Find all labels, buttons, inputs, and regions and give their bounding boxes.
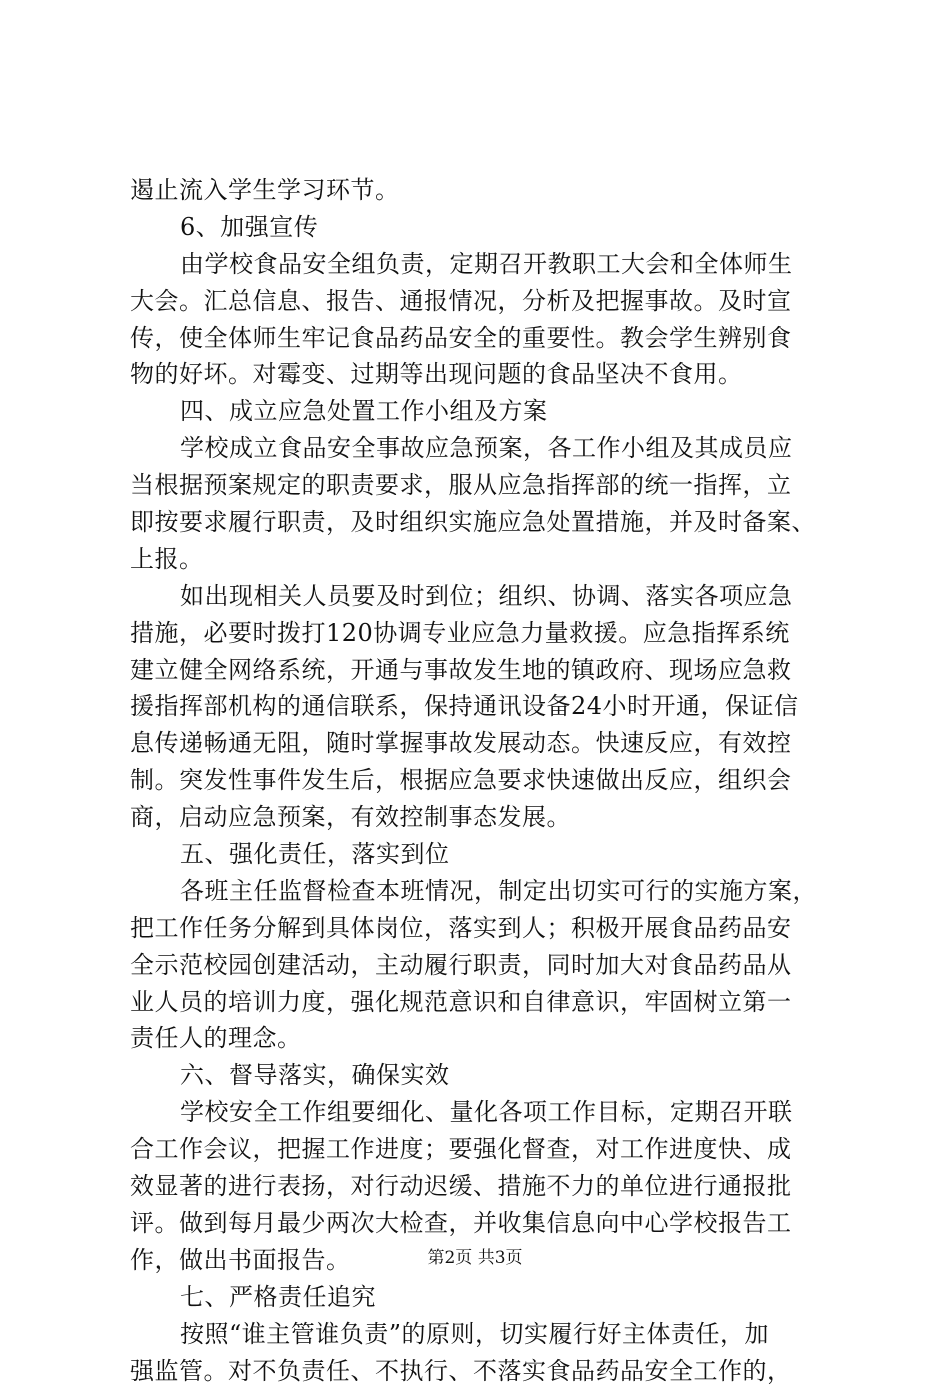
- text-line: 五、强化责任，落实到位: [130, 836, 850, 873]
- text-line: 遏止流入学生学习环节。: [130, 172, 850, 209]
- text-line: 传，使全体师生牢记食品药品安全的重要性。教会学生辨别食: [130, 320, 850, 357]
- text-line: 息传递畅通无阻，随时掌握事故发展动态。快速反应，有效控: [130, 725, 850, 762]
- text-line: 物的好坏。对霉变、过期等出现问题的食品坚决不食用。: [130, 356, 850, 393]
- page-footer: 第2页 共3页: [0, 1243, 950, 1268]
- text-line: 业人员的培训力度，强化规范意识和自律意识，牢固树立第一: [130, 984, 850, 1021]
- text-line: 上报。: [130, 541, 850, 578]
- text-line: 如出现相关人员要及时到位；组织、协调、落实各项应急: [130, 578, 850, 615]
- text-line: 责任人的理念。: [130, 1020, 850, 1057]
- text-line: 即按要求履行职责，及时组织实施应急处置措施，并及时备案、: [130, 504, 850, 541]
- text-line: 把工作任务分解到具体岗位，落实到人；积极开展食品药品安: [130, 910, 850, 947]
- text-line: 各班主任监督检查本班情况，制定出切实可行的实施方案，: [130, 873, 850, 910]
- text-line: 按照“谁主管谁负责”的原则，切实履行好主体责任，加: [130, 1316, 850, 1353]
- text-line: 学校安全工作组要细化、量化各项工作目标，定期召开联: [130, 1094, 850, 1131]
- text-line: 6、加强宣传: [130, 209, 850, 246]
- text-line: 当根据预案规定的职责要求，服从应急指挥部的统一指挥，立: [130, 467, 850, 504]
- text-line: 援指挥部机构的通信联系，保持通讯设备24小时开通，保证信: [130, 688, 850, 725]
- text-line: 四、成立应急处置工作小组及方案: [130, 393, 850, 430]
- text-line: 作，做出书面报告。: [130, 1242, 850, 1279]
- document-body: [130, 172, 850, 1389]
- text-line: 制。突发性事件发生后，根据应急要求快速做出反应，组织会: [130, 762, 850, 799]
- text-line: 建立健全网络系统，开通与事故发生地的镇政府、现场应急救: [130, 652, 850, 689]
- text-line: 效显著的进行表扬，对行动迟缓、措施不力的单位进行通报批: [130, 1168, 850, 1205]
- text-line: 全示范校园创建活动，主动履行职责，同时加大对食品药品从: [130, 947, 850, 984]
- text-line: 商，启动应急预案，有效控制事态发展。: [130, 799, 850, 836]
- text-line: 评。做到每月最少两次大检查，并收集信息向中心学校报告工: [130, 1205, 850, 1242]
- text-line: 由学校食品安全组负责，定期召开教职工大会和全体师生: [130, 246, 850, 283]
- text-line: 强监管。对不负责任、不执行、不落实食品药品安全工作的，: [130, 1353, 850, 1389]
- text-line: 六、督导落实，确保实效: [130, 1057, 850, 1094]
- text-line: 大会。汇总信息、报告、通报情况，分析及把握事故。及时宣: [130, 283, 850, 320]
- text-line: 合工作会议，把握工作进度；要强化督查，对工作进度快、成: [130, 1131, 850, 1168]
- text-line: 措施，必要时拨打120协调专业应急力量救援。应急指挥系统: [130, 615, 850, 652]
- text-line: 七、严格责任追究: [130, 1279, 850, 1316]
- text-line: 学校成立食品安全事故应急预案，各工作小组及其成员应: [130, 430, 850, 467]
